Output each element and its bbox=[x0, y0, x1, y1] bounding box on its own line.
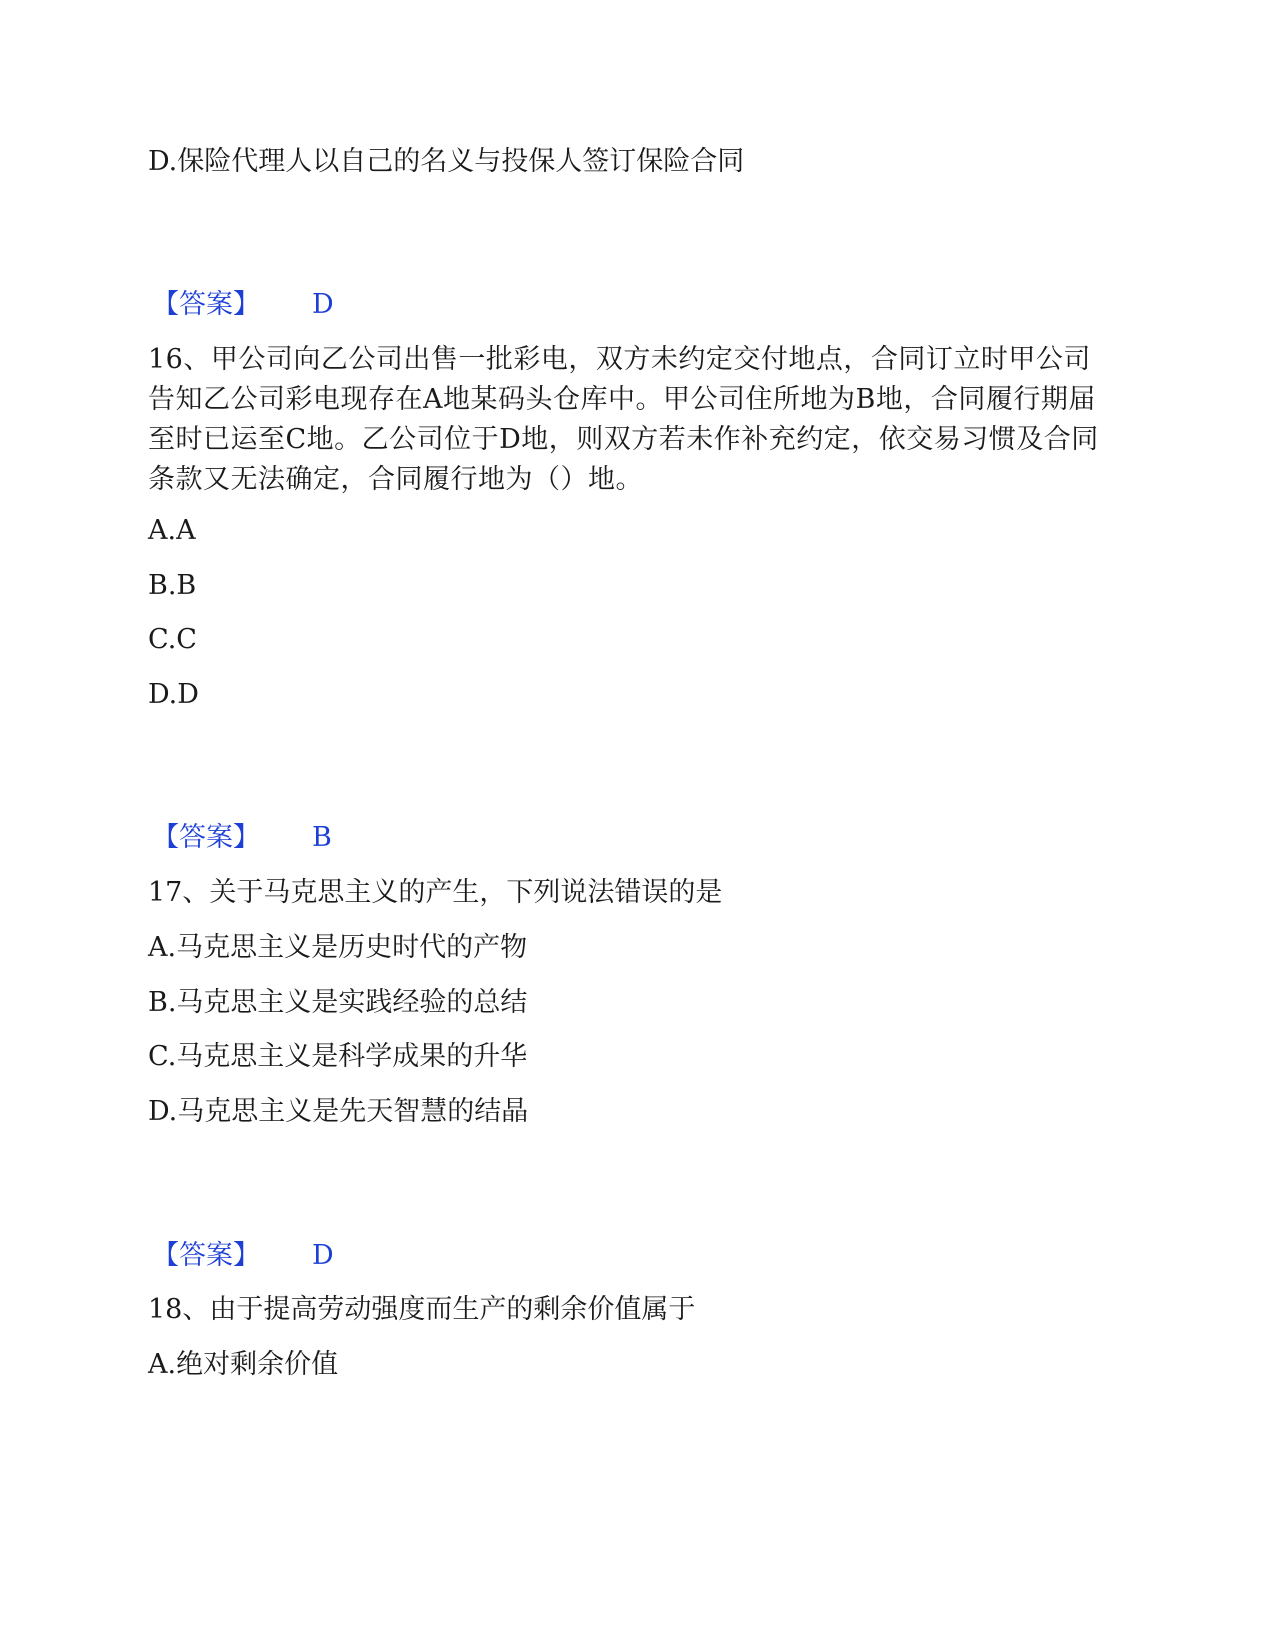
q17-answer bbox=[152, 1236, 334, 1276]
answer-label: 【答案】 bbox=[152, 289, 260, 320]
q16-option-d: D.D bbox=[148, 679, 199, 710]
q17-option-c: C.马克思主义是科学成果的升华 bbox=[148, 1041, 528, 1072]
q16-option-a: A.A bbox=[148, 515, 196, 546]
q17-option-d: D.马克思主义是先天智慧的结晶 bbox=[148, 1096, 529, 1127]
answer-label: 【答案】 bbox=[152, 822, 260, 853]
answer-label: 【答案】 bbox=[152, 1240, 260, 1271]
answer-letter: D bbox=[312, 1240, 334, 1271]
q15-answer bbox=[152, 285, 334, 325]
q16-option-c: C.C bbox=[148, 624, 197, 655]
q17-option-b: B.马克思主义是实践经验的总结 bbox=[148, 987, 528, 1018]
q16-option-b: B.B bbox=[148, 570, 197, 601]
q15-option-d: D.保险代理人以自己的名义与投保人签订保险合同 bbox=[148, 146, 745, 177]
q17-stem: 17、关于马克思主义的产生，下列说法错误的是 bbox=[148, 877, 723, 908]
answer-letter: B bbox=[312, 822, 332, 853]
q16-answer bbox=[152, 818, 332, 858]
answer-letter: D bbox=[312, 289, 334, 320]
q18-stem: 18、由于提高劳动强度而生产的剩余价值属于 bbox=[148, 1294, 696, 1325]
q16-stem: 16、甲公司向乙公司出售一批彩电，双方未约定交付地点，合同订立时甲公司告知乙公司彩电现存在A地某码头仓库中。甲公司住所地为B地，合同履行期届至时已运至C地。乙公司位于D地，则双方若未作补充约定，依交易习惯及合同条款又无法确定，合同履行地为（）地。 bbox=[148, 344, 1099, 495]
q17-option-a: A.马克思主义是历史时代的产物 bbox=[148, 932, 528, 963]
q18-option-a: A.绝对剩余价值 bbox=[148, 1349, 339, 1380]
